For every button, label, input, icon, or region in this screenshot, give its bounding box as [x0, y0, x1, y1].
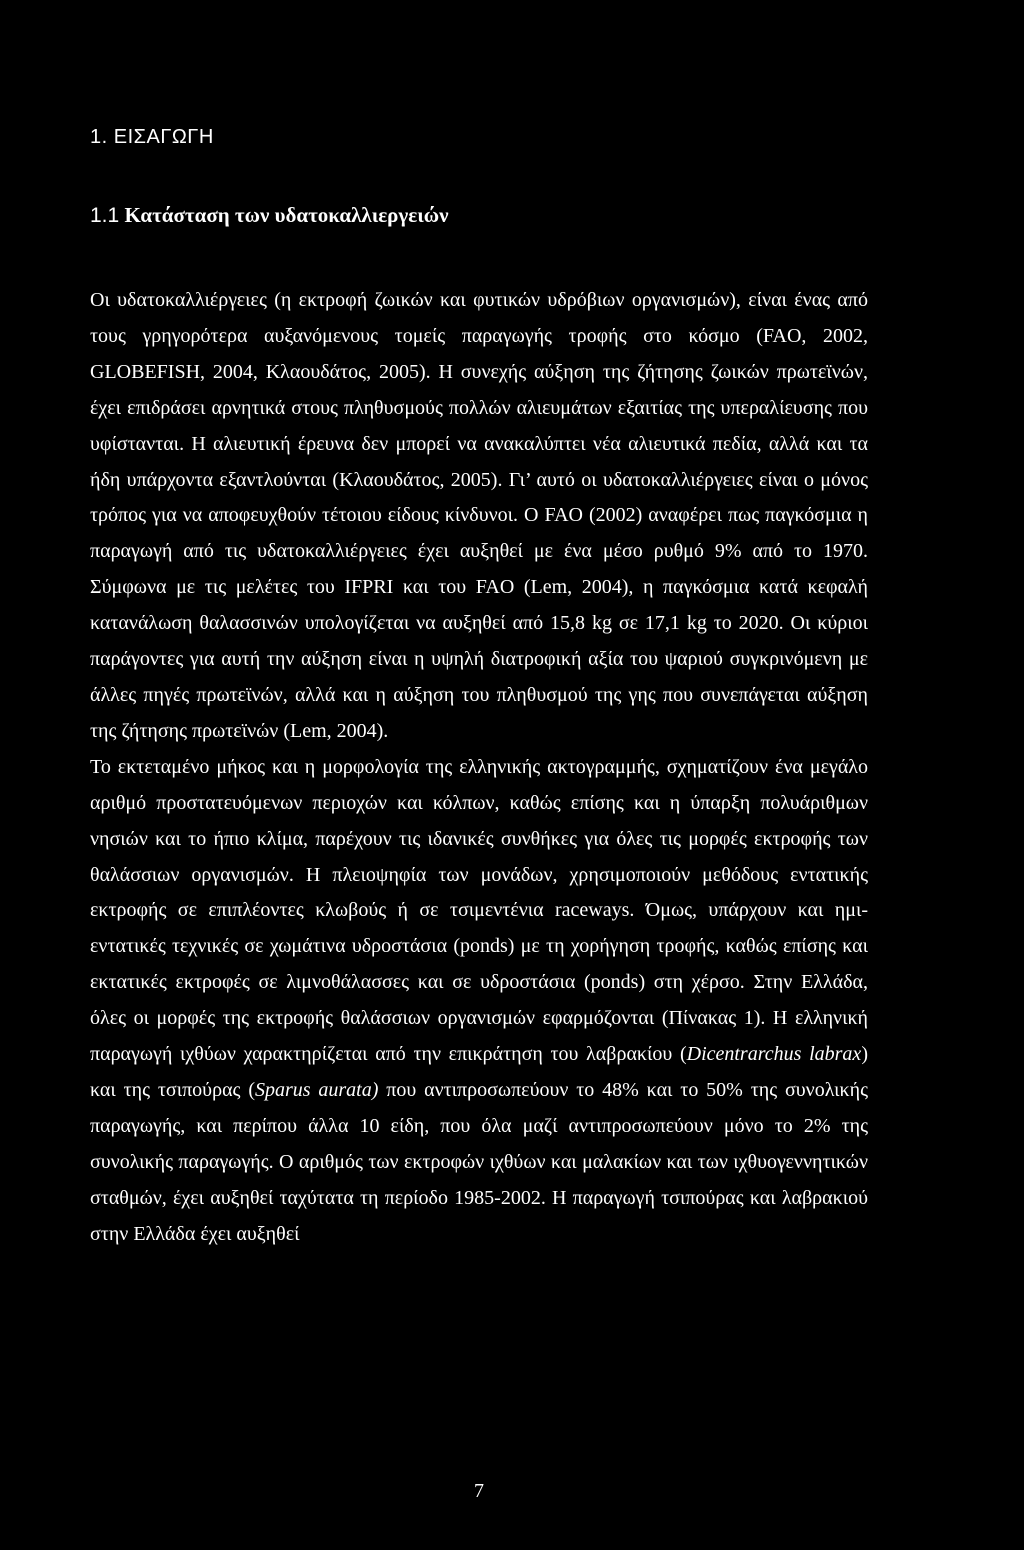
section-number: 1.1 — [90, 204, 120, 227]
section-title: Κατάσταση των υδατοκαλλιεργειών — [124, 203, 449, 227]
paragraph-2-part-c: που αντιπροσωπεύουν το 48% και το 50% της συνολικής παραγωγής, και περίπου άλλα 10 είδη, που όλα μαζί αντιπροσωπεύουν μόνο το 2% της συνολικής παραγωγής. Ο αριθμός των εκτροφών ιχθύων και μαλακίων και των ιχθυογεννητικών σταθμών, έχει αυξηθεί ταχύτατα τη περίοδο 1985-2002. Η παραγωγή τσιπούρας και λαβρακιού στην Ελλάδα έχει αυξηθεί — [90, 1078, 868, 1245]
paragraph-2-part-a: Το εκτεταμένο μήκος και η μορφολογία της ελληνικής ακτογραμμής, σχηματίζουν ένα μεγάλο αριθμό προστατευόμενων περιοχών και κόλπων, καθώς επίσης και η ύπαρξη πολυάριθμων νησιών και το ήπιο κλίμα, παρέχουν τις ιδανικές συνθήκες για όλες τις μορφές εκτροφής των θαλάσσιων οργανισμών. Η πλειοψηφία των μονάδων, χρησιμοποιούν μεθόδους εντατικής εκτροφής σε επιπλέοντες κλωβούς ή σε τσιμεντένια raceways. Όμως, υπάρχουν και ημι-εντατικές τεχνικές σε χωμάτινα υδροστάσια (ponds) με τη χορήγηση τροφής, καθώς επίσης και εκτατικές εκτροφές σε λιμνοθάλασσες και σε υδροστάσια (ponds) στη χέρσο. Στην Ελλάδα, όλες οι μορφές της εκτροφής θαλάσσιων οργανισμών εφαρμόζονται (Πίνακας 1). Η ελληνική παραγωγή ιχθύων χαρακτηρίζεται από την επικράτηση του λαβρακίου ( — [90, 755, 868, 1066]
chapter-heading: 1. ΕΙΣΑΓΩΓΗ — [90, 126, 214, 148]
body-text — [90, 283, 868, 1252]
section-heading — [90, 203, 448, 228]
paragraph-1: Οι υδατοκαλλιέργειες (η εκτροφή ζωικών και φυτικών υδρόβιων οργανισμών), είναι ένας από τους γρηγορότερα αυξανόμενους τομείς παραγωγής τροφής στο κόσμο (FAO, 2002, GLOBEFISH, 2004, Κλαουδάτος, 2005). Η συνεχής αύξηση της ζήτησης ζωικών πρωτεϊνών, έχει επιδράσει αρνητικά στους πληθυσμούς πολλών αλιευμάτων εξαιτίας της υπεραλίευσης που υφίστανται. Η αλιευτική έρευνα δεν μπορεί να ανακαλύπτει νέα αλιευτικά πεδία, αλλά και τα ήδη υπάρχοντα εξαντλούνται (Κλαουδάτος, 2005). Γι’ αυτό οι υδατοκαλλιέργειες είναι ο μόνος τρόπος για να αποφευχθούν τέτοιου είδους κίνδυνοι. Ο FAO (2002) αναφέρει πως παγκόσμια η παραγωγή από τις υδατοκαλλιέργειες έχει αυξηθεί με ένα μέσο ρυθμό 9% από το 1970. Σύμφωνα με τις μελέτες του IFPRI και του FAO (Lem, 2004), η παγκόσμια κατά κεφαλή κατανάλωση θαλασσινών υπολογίζεται να αυξηθεί από 15,8 kg σε 17,1 kg το 2020. Οι κύριοι παράγοντες για αυτή την αύξηση είναι η υψηλή διατροφική αξία του ψαριού συγκρινόμενη με άλλες πηγές πρωτεϊνών, αλλά και η αύξηση του πληθυσμού της γης που συνεπάγεται αύξηση της ζήτησης πρωτεϊνών (Lem, 2004). — [90, 289, 868, 742]
document-page — [90, 0, 868, 1550]
species-name-1: Dicentrarchus labrax — [686, 1043, 862, 1066]
paragraph-2-part-b: ) και της τσιπούρας ( — [90, 1043, 868, 1101]
page-number: 7 — [474, 1480, 484, 1502]
paragraph-2 — [90, 750, 868, 1253]
species-name-2: Sparus aurata) — [254, 1078, 379, 1101]
